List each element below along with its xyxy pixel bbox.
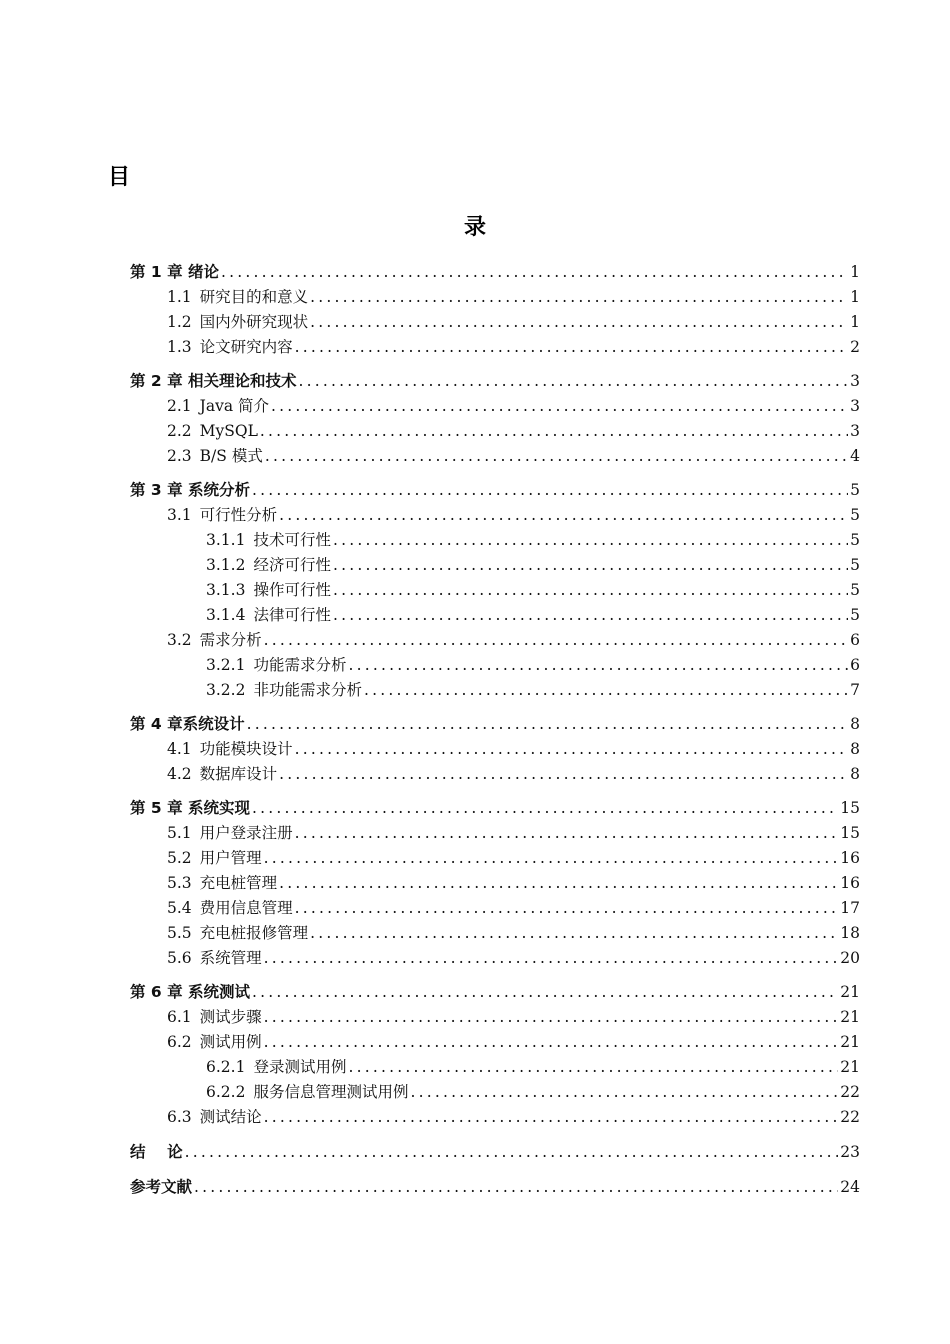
toc-section-number: 3.2 bbox=[167, 631, 192, 649]
toc-section-number: 5.4 bbox=[167, 899, 192, 917]
toc-section-title: 论文研究内容 bbox=[199, 338, 293, 356]
toc-section-6-3[interactable] bbox=[130, 1105, 860, 1130]
toc-section-title: Java 简介 bbox=[199, 397, 270, 415]
toc-section-number: 3.1.2 bbox=[206, 556, 246, 574]
dot-leader bbox=[247, 712, 849, 737]
toc-section-number: 5.6 bbox=[167, 949, 192, 967]
toc-section-number: 6.2.2 bbox=[206, 1083, 246, 1101]
toc-subsection-3-1-3[interactable] bbox=[130, 578, 860, 603]
toc-page-number: 15 bbox=[840, 799, 860, 817]
dot-leader bbox=[364, 678, 848, 703]
toc-section-number: 6.1 bbox=[167, 1008, 192, 1026]
toc-page-number: 8 bbox=[850, 765, 860, 783]
toc-section-title: 测试结论 bbox=[199, 1108, 262, 1126]
dot-leader bbox=[264, 1005, 839, 1030]
toc-section-title: 研究目的和意义 bbox=[199, 288, 309, 306]
dot-leader bbox=[310, 921, 838, 946]
dot-leader bbox=[194, 1175, 838, 1200]
dot-leader bbox=[260, 419, 848, 444]
dot-leader bbox=[264, 846, 839, 871]
toc-page-number: 1 bbox=[850, 263, 860, 281]
toc-page-number: 16 bbox=[840, 849, 860, 867]
toc-page-number: 21 bbox=[840, 1033, 860, 1051]
toc-section-number: 3.1.4 bbox=[206, 606, 246, 624]
toc-page-number: 1 bbox=[850, 313, 860, 331]
toc-page-number: 15 bbox=[840, 824, 860, 842]
toc-section-title: 法律可行性 bbox=[253, 606, 331, 624]
dot-leader bbox=[310, 310, 848, 335]
toc-page-number: 3 bbox=[850, 397, 860, 415]
dot-leader bbox=[348, 1055, 838, 1080]
dot-leader bbox=[310, 285, 848, 310]
toc-page-number: 3 bbox=[850, 422, 860, 440]
dot-leader bbox=[295, 737, 848, 762]
toc-section-5-3[interactable] bbox=[130, 871, 860, 896]
toc-page-number: 5 bbox=[850, 606, 860, 624]
table-of-contents bbox=[130, 260, 860, 1200]
toc-section-title: 测试用例 bbox=[199, 1033, 262, 1051]
toc-section-number: 5.5 bbox=[167, 924, 192, 942]
dot-leader bbox=[185, 1140, 839, 1165]
toc-page-number: 1 bbox=[850, 288, 860, 306]
toc-chapter-2[interactable] bbox=[130, 369, 860, 394]
toc-page-number: 24 bbox=[840, 1178, 860, 1196]
toc-page-number: 6 bbox=[850, 656, 860, 674]
toc-section-3-1[interactable] bbox=[130, 503, 860, 528]
toc-page-number: 16 bbox=[840, 874, 860, 892]
toc-section-title: 数据库设计 bbox=[199, 765, 278, 783]
dot-leader bbox=[264, 1030, 839, 1055]
toc-section-2-3[interactable] bbox=[130, 444, 860, 469]
toc-subsection-3-1-2[interactable] bbox=[130, 553, 860, 578]
toc-page-number: 20 bbox=[840, 949, 860, 967]
toc-page-number: 5 bbox=[850, 531, 860, 549]
toc-page-number: 22 bbox=[840, 1083, 860, 1101]
toc-chapter-5[interactable] bbox=[130, 796, 860, 821]
toc-title-part1: 目 bbox=[108, 165, 131, 190]
toc-section-title: 测试步骤 bbox=[199, 1008, 262, 1026]
toc-page-number: 21 bbox=[840, 983, 860, 1001]
dot-leader bbox=[279, 762, 848, 787]
toc-page-number: 17 bbox=[840, 899, 860, 917]
toc-page-number: 8 bbox=[850, 715, 860, 733]
toc-section-title: 费用信息管理 bbox=[199, 899, 293, 917]
toc-chapter-title: 第 4 章系统设计 bbox=[130, 715, 245, 733]
toc-page-number: 3 bbox=[850, 372, 860, 390]
toc-chapter-title: 第 5 章 系统实现 bbox=[130, 799, 250, 817]
dot-leader bbox=[295, 896, 839, 921]
toc-section-number: 5.3 bbox=[167, 874, 192, 892]
toc-subsection-3-1-1[interactable] bbox=[130, 528, 860, 553]
toc-section-title: 技术可行性 bbox=[253, 531, 331, 549]
dot-leader bbox=[279, 503, 848, 528]
toc-section-number: 3.2.2 bbox=[206, 681, 246, 699]
toc-section-number: 3.1 bbox=[167, 506, 192, 524]
toc-section-number: 6.3 bbox=[167, 1108, 192, 1126]
dot-leader bbox=[295, 821, 839, 846]
dot-leader bbox=[221, 260, 848, 285]
toc-subsection-6-2-1[interactable] bbox=[130, 1055, 860, 1080]
dot-leader bbox=[271, 394, 848, 419]
toc-conclusion[interactable] bbox=[130, 1140, 860, 1165]
dot-leader bbox=[333, 528, 848, 553]
toc-page-number: 2 bbox=[850, 338, 860, 356]
dot-leader bbox=[333, 603, 848, 628]
toc-section-6-1[interactable] bbox=[130, 1005, 860, 1030]
toc-section-number: 3.1.3 bbox=[206, 581, 246, 599]
toc-section-5-1[interactable] bbox=[130, 821, 860, 846]
toc-references[interactable] bbox=[130, 1175, 860, 1200]
toc-chapter-title: 第 2 章 相关理论和技术 bbox=[130, 372, 297, 390]
dot-leader bbox=[252, 980, 838, 1005]
dot-leader bbox=[333, 578, 848, 603]
toc-section-title: 充电桩报修管理 bbox=[199, 924, 309, 942]
toc-section-title: 充电桩管理 bbox=[199, 874, 278, 892]
toc-title-part2: 录 bbox=[463, 215, 486, 240]
toc-section-1-3[interactable] bbox=[130, 335, 860, 360]
toc-subsection-3-1-4[interactable] bbox=[130, 603, 860, 628]
toc-page-number: 5 bbox=[850, 481, 860, 499]
dot-leader bbox=[264, 628, 848, 653]
toc-section-title: 服务信息管理测试用例 bbox=[253, 1083, 409, 1101]
toc-section-title: MySQL bbox=[199, 422, 258, 440]
toc-section-5-6[interactable] bbox=[130, 946, 860, 971]
toc-chapter-6[interactable] bbox=[130, 980, 860, 1005]
toc-section-title: 用户登录注册 bbox=[199, 824, 293, 842]
dot-leader bbox=[298, 369, 848, 394]
toc-chapter-3[interactable] bbox=[130, 478, 860, 503]
toc-section-title: 非功能需求分析 bbox=[253, 681, 362, 699]
toc-section-4-2[interactable] bbox=[130, 762, 860, 787]
toc-section-number: 1.3 bbox=[167, 338, 192, 356]
toc-section-number: 6.2.1 bbox=[206, 1058, 246, 1076]
toc-section-title: 功能模块设计 bbox=[199, 740, 293, 758]
toc-section-number: 2.2 bbox=[167, 422, 192, 440]
toc-section-title: 可行性分析 bbox=[199, 506, 278, 524]
toc-chapter-1[interactable] bbox=[130, 260, 860, 285]
dot-leader bbox=[252, 796, 838, 821]
toc-section-number: 4.2 bbox=[167, 765, 192, 783]
dot-leader bbox=[264, 1105, 839, 1130]
toc-subsection-3-2-1[interactable] bbox=[130, 653, 860, 678]
toc-section-number: 6.2 bbox=[167, 1033, 192, 1051]
toc-section-5-2[interactable] bbox=[130, 846, 860, 871]
toc-section-number: 3.1.1 bbox=[206, 531, 246, 549]
toc-section-number: 5.1 bbox=[167, 824, 192, 842]
toc-chapter-title: 参考文献 bbox=[130, 1178, 193, 1196]
dot-leader bbox=[410, 1080, 838, 1105]
toc-page-number: 8 bbox=[850, 740, 860, 758]
toc-page-number: 21 bbox=[840, 1008, 860, 1026]
dot-leader bbox=[252, 478, 848, 503]
dot-leader bbox=[295, 335, 848, 360]
toc-section-2-1[interactable] bbox=[130, 394, 860, 419]
toc-chapter-title: 第 1 章 绪论 bbox=[130, 263, 219, 281]
dot-leader bbox=[264, 946, 839, 971]
toc-page-number: 23 bbox=[840, 1143, 860, 1161]
toc-section-number: 3.2.1 bbox=[206, 656, 246, 674]
toc-page-number: 22 bbox=[840, 1108, 860, 1126]
toc-section-title: 系统管理 bbox=[199, 949, 262, 967]
dot-leader bbox=[333, 553, 848, 578]
toc-page-number: 7 bbox=[850, 681, 860, 699]
dot-leader bbox=[279, 871, 838, 896]
toc-section-5-4[interactable] bbox=[130, 896, 860, 921]
toc-section-title: 用户管理 bbox=[199, 849, 262, 867]
toc-section-number: 2.3 bbox=[167, 447, 192, 465]
toc-section-4-1[interactable] bbox=[130, 737, 860, 762]
toc-section-2-2[interactable] bbox=[130, 419, 860, 444]
toc-section-number: 1.1 bbox=[167, 288, 192, 306]
toc-subsection-6-2-2[interactable] bbox=[130, 1080, 860, 1105]
toc-section-number: 2.1 bbox=[167, 397, 192, 415]
toc-chapter-title: 结 论 bbox=[130, 1143, 183, 1161]
dot-leader bbox=[348, 653, 848, 678]
toc-chapter-title: 第 3 章 系统分析 bbox=[130, 481, 250, 499]
toc-section-3-2[interactable] bbox=[130, 628, 860, 653]
toc-section-title: 操作可行性 bbox=[253, 581, 331, 599]
toc-page-number: 5 bbox=[850, 556, 860, 574]
toc-section-number: 1.2 bbox=[167, 313, 192, 331]
toc-chapter-4[interactable] bbox=[130, 712, 860, 737]
toc-section-title: B/S 模式 bbox=[199, 447, 263, 465]
toc-subsection-3-2-2[interactable] bbox=[130, 678, 860, 703]
toc-section-title: 需求分析 bbox=[199, 631, 262, 649]
toc-section-1-2[interactable] bbox=[130, 310, 860, 335]
toc-section-5-5[interactable] bbox=[130, 921, 860, 946]
toc-page-number: 4 bbox=[850, 447, 860, 465]
toc-page-number: 5 bbox=[850, 506, 860, 524]
toc-section-1-1[interactable] bbox=[130, 285, 860, 310]
toc-chapter-title: 第 6 章 系统测试 bbox=[130, 983, 250, 1001]
toc-section-title: 登录测试用例 bbox=[253, 1058, 347, 1076]
toc-section-6-2[interactable] bbox=[130, 1030, 860, 1055]
toc-page-number: 18 bbox=[840, 924, 860, 942]
toc-section-number: 4.1 bbox=[167, 740, 192, 758]
toc-section-number: 5.2 bbox=[167, 849, 192, 867]
toc-section-title: 经济可行性 bbox=[253, 556, 331, 574]
toc-page-number: 5 bbox=[850, 581, 860, 599]
toc-page-number: 21 bbox=[840, 1058, 860, 1076]
toc-section-title: 国内外研究现状 bbox=[199, 313, 309, 331]
toc-page-number: 6 bbox=[850, 631, 860, 649]
dot-leader bbox=[265, 444, 848, 469]
toc-section-title: 功能需求分析 bbox=[253, 656, 347, 674]
